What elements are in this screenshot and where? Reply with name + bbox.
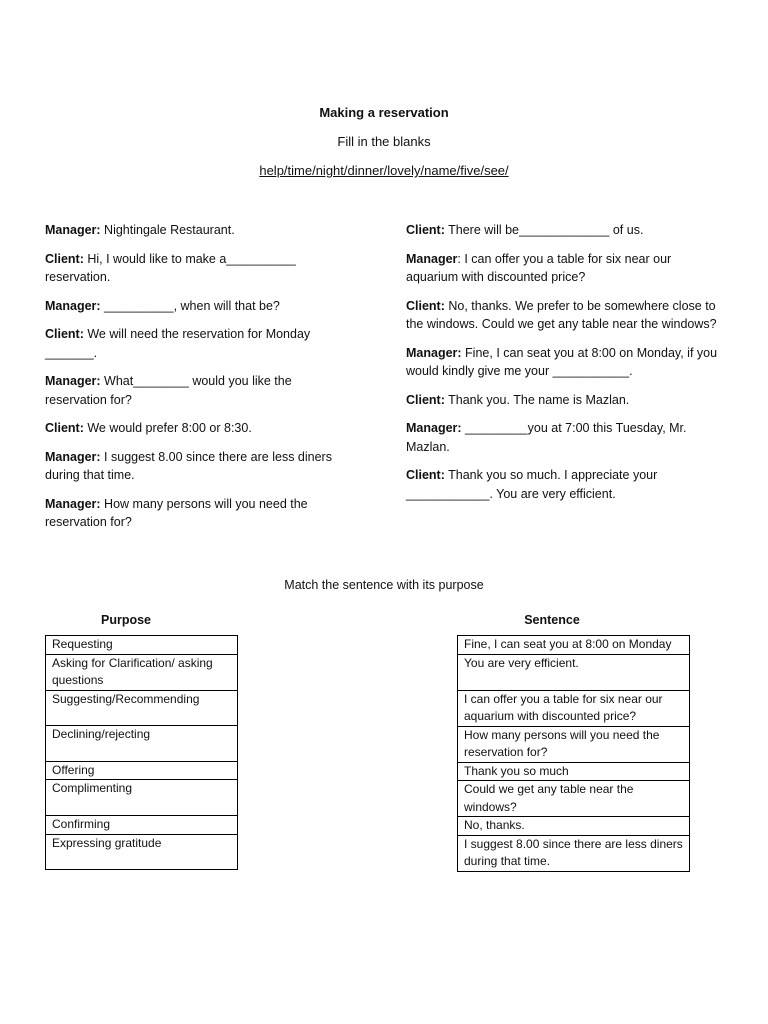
dialogue-line xyxy=(45,495,345,532)
sentence-cell: I can offer you a table for six near our aquarium with discounted price? xyxy=(458,690,690,726)
table-row xyxy=(46,761,238,780)
table-row xyxy=(458,762,690,781)
speaker-label: Manager: xyxy=(406,421,462,435)
dialogue-line xyxy=(45,250,345,287)
purpose-column-header: Purpose xyxy=(100,613,151,627)
dialogue-line xyxy=(406,419,726,456)
dialogue-text: How many persons will you need the reservation for? xyxy=(45,496,308,529)
dialogue-text: __________, when will that be? xyxy=(100,298,280,313)
dialogue-line xyxy=(45,221,345,240)
purpose-table xyxy=(45,635,238,870)
dialogue-line xyxy=(406,221,726,240)
sentence-cell: I suggest 8.00 since there are less diners during that time. xyxy=(458,835,690,871)
word-bank xyxy=(0,162,768,180)
speaker-label: Manager: xyxy=(45,496,101,511)
table-row xyxy=(46,834,238,869)
speaker-label: Client: xyxy=(406,468,445,482)
dialogue-text: There will be_____________ of us. xyxy=(444,223,644,237)
purpose-cell: Suggesting/Recommending xyxy=(46,690,238,725)
sentence-cell: No, thanks. xyxy=(458,817,690,836)
purpose-cell: Confirming xyxy=(46,816,238,835)
speaker-label: Manager xyxy=(406,251,458,266)
dialogue-line xyxy=(406,344,726,381)
dialogue-text: We would prefer 8:00 or 8:30. xyxy=(83,421,252,435)
speaker-label: Manager: xyxy=(406,345,462,360)
speaker-label: Client: xyxy=(45,251,84,266)
page-title: Making a reservation xyxy=(319,105,449,120)
table-row xyxy=(458,654,690,690)
speaker-label: Manager: xyxy=(45,449,101,464)
dialogue-line xyxy=(406,391,726,410)
purpose-cell: Declining/rejecting xyxy=(46,725,238,761)
sentence-cell: How many persons will you need the reservation for? xyxy=(458,726,690,762)
dialogue-line xyxy=(406,250,726,287)
table-row xyxy=(46,654,238,690)
table-row xyxy=(458,781,690,817)
sentence-cell: Could we get any table near the windows? xyxy=(458,781,690,817)
speaker-label: Manager: xyxy=(45,223,101,237)
dialogue-line xyxy=(45,325,345,362)
matching-heading: Match the sentence with its purpose xyxy=(284,578,484,592)
table-row xyxy=(46,690,238,725)
speaker-label: Client: xyxy=(406,298,445,313)
dialogue-line xyxy=(45,297,345,316)
dialogue-line xyxy=(45,372,345,409)
purpose-cell: Complimenting xyxy=(46,780,238,816)
dialogue-text: I suggest 8.00 since there are less diners during that time. xyxy=(45,449,332,482)
dialogue-line xyxy=(45,419,345,438)
sentence-cell: Fine, I can seat you at 8:00 on Monday xyxy=(458,636,690,655)
dialogue-right-column xyxy=(406,221,726,513)
sentence-column-header: Sentence xyxy=(524,613,580,627)
dialogue-line xyxy=(406,466,726,503)
dialogue-text: _________you at 7:00 this Tuesday, Mr. Mazlan. xyxy=(406,421,687,454)
dialogue-text: Thank you. The name is Mazlan. xyxy=(444,392,630,407)
table-row xyxy=(458,636,690,655)
instructions-subtitle: Fill in the blanks xyxy=(337,134,431,149)
speaker-label: Manager: xyxy=(45,374,101,388)
dialogue-text: Nightingale Restaurant. xyxy=(100,223,235,237)
table-row xyxy=(46,636,238,655)
table-row xyxy=(46,725,238,761)
table-row xyxy=(458,690,690,726)
speaker-label: Client: xyxy=(45,421,84,435)
purpose-cell: Offering xyxy=(46,761,238,780)
table-row xyxy=(458,726,690,762)
table-row xyxy=(458,817,690,836)
speaker-label: Client: xyxy=(45,327,84,341)
sentence-cell: You are very efficient. xyxy=(458,654,690,690)
sentence-cell: Thank you so much xyxy=(458,762,690,781)
dialogue-line xyxy=(45,448,345,485)
table-row xyxy=(46,816,238,835)
speaker-label: Manager: xyxy=(45,298,101,313)
dialogue-text: Fine, I can seat you at 8:00 on Monday, if you would kindly give me your ___________. xyxy=(406,345,718,378)
dialogue-text: We will need the reservation for Monday _______. xyxy=(45,327,311,360)
purpose-cell: Asking for Clarification/ asking questions xyxy=(46,654,238,690)
dialogue-text: What________ would you like the reservation for? xyxy=(45,374,292,407)
dialogue-text: : I can offer you a table for six near our aquarium with discounted price? xyxy=(406,251,672,284)
dialogue-text: Thank you so much. I appreciate your ____________. You are very efficient. xyxy=(406,468,658,501)
dialogue-text: No, thanks. We prefer to be somewhere close to the windows. Could we get any table near the windows? xyxy=(406,298,717,331)
dialogue-line xyxy=(406,297,726,334)
table-row xyxy=(458,835,690,871)
speaker-label: Client: xyxy=(406,223,445,237)
purpose-cell: Requesting xyxy=(46,636,238,655)
dialogue-left-column xyxy=(45,221,345,542)
purpose-cell: Expressing gratitude xyxy=(46,834,238,869)
speaker-label: Client: xyxy=(406,392,445,407)
sentence-table xyxy=(457,635,690,872)
table-row xyxy=(46,780,238,816)
dialogue-text: Hi, I would like to make a__________ reservation. xyxy=(45,251,296,284)
word-bank-text: help/time/night/dinner/lovely/name/five/see/ xyxy=(259,163,509,178)
